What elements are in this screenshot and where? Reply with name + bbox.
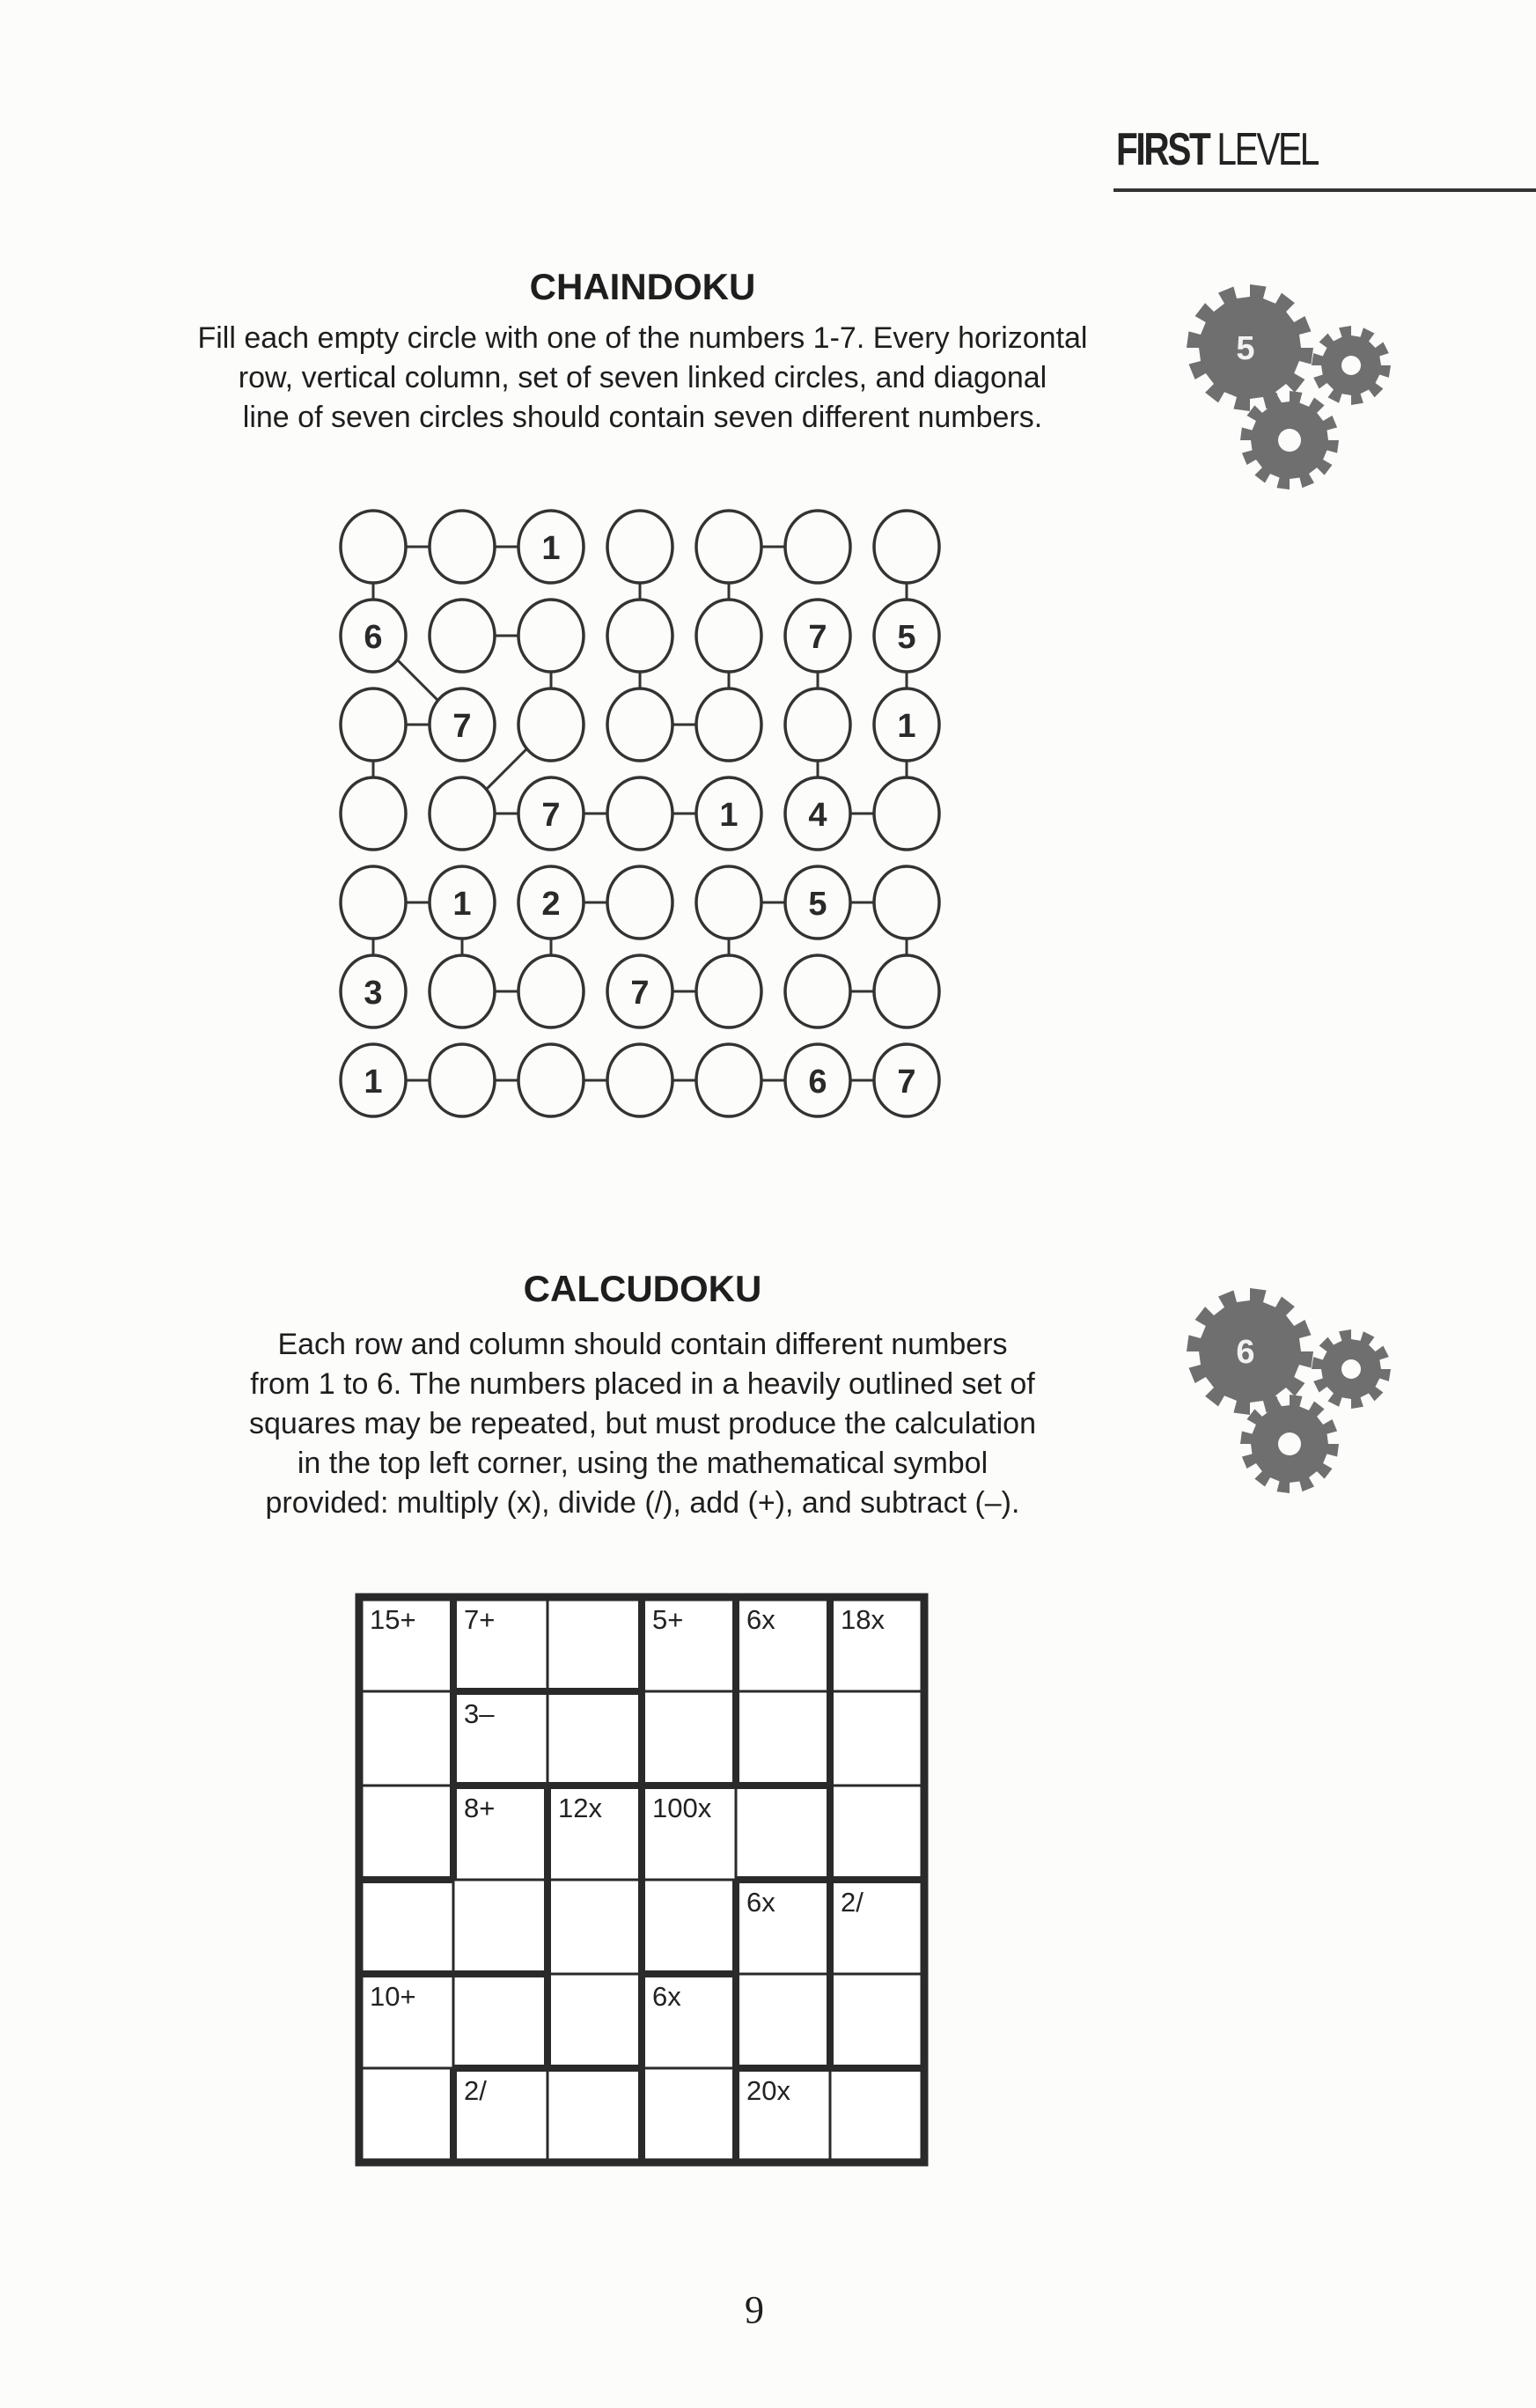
cage-clue: 6x — [652, 1981, 681, 2012]
calcudoku-title: CALCUDOKU — [523, 1268, 762, 1309]
chain-circle — [518, 600, 584, 672]
desc-line: row, vertical column, set of seven linked circles, and diagonal — [238, 361, 1047, 394]
chain-circle — [341, 777, 406, 850]
difficulty-gears-icon — [1175, 1268, 1404, 1506]
chain-circle — [696, 866, 761, 939]
chain-circle — [696, 955, 761, 1027]
page-number: 9 — [745, 2288, 764, 2331]
desc-line: Each row and column should contain different numbers — [277, 1328, 1008, 1361]
chain-circle — [341, 866, 406, 939]
gear-hole — [1278, 1432, 1301, 1455]
cage-clue: 7+ — [464, 1604, 496, 1635]
chaindoku-title: CHAINDOKU — [529, 266, 756, 307]
chain-number: 1 — [541, 530, 561, 567]
level-heading-bold: FIRST — [1116, 124, 1209, 175]
chain-circle — [518, 1044, 584, 1116]
chain-circle — [874, 777, 939, 850]
cage-clue: 6x — [746, 1887, 775, 1918]
chain-number: 1 — [897, 708, 916, 745]
chain-circle — [518, 955, 584, 1027]
chain-circle — [785, 955, 850, 1027]
chain-circle — [874, 866, 939, 939]
chain-number: 5 — [808, 886, 827, 923]
level-heading-light: LEVEL — [1216, 124, 1318, 175]
chain-circle — [607, 1044, 672, 1116]
chain-circle — [696, 600, 761, 672]
cage-clue: 100x — [652, 1793, 712, 1823]
chain-circle — [696, 511, 761, 583]
difficulty-number: 5 — [1236, 330, 1255, 367]
cage-clue: 10+ — [370, 1981, 416, 2012]
difficulty-number: 6 — [1236, 1334, 1255, 1371]
calcudoku-grid — [352, 1590, 933, 2171]
chain-circle — [607, 689, 672, 761]
chain-circle — [874, 511, 939, 583]
chain-circle — [430, 777, 495, 850]
header-rule — [1113, 188, 1536, 192]
chain-circle — [430, 955, 495, 1027]
desc-line: line of seven circles should contain seven different numbers. — [242, 401, 1043, 434]
chain-number: 7 — [897, 1064, 916, 1101]
chain-circle — [518, 689, 584, 761]
desc-line: squares may be repeated, but must produce the calculation — [249, 1407, 1036, 1440]
chaindoku-grid — [317, 497, 959, 1123]
cage-clue: 18x — [841, 1604, 885, 1635]
cage-clue: 8+ — [464, 1793, 496, 1823]
chain-circle — [874, 955, 939, 1027]
chain-circle — [607, 777, 672, 850]
desc-line: from 1 to 6. The numbers placed in a heavily outlined set of — [250, 1367, 1035, 1401]
chain-number: 6 — [364, 619, 383, 656]
chain-circle — [696, 689, 761, 761]
cage-clue: 3– — [464, 1698, 495, 1729]
cage-clue: 20x — [746, 2075, 790, 2106]
chain-circle — [607, 600, 672, 672]
chain-number: 6 — [808, 1064, 827, 1101]
chain-number: 5 — [897, 619, 916, 656]
desc-line: provided: multiply (x), divide (/), add (+), and subtract (–). — [265, 1486, 1020, 1520]
calcudoku-description — [0, 1325, 1285, 1523]
chain-number: 4 — [808, 797, 827, 834]
chain-number: 7 — [541, 797, 561, 834]
chain-number: 1 — [719, 797, 739, 834]
cage-clue: 6x — [746, 1604, 775, 1635]
chain-circle — [430, 600, 495, 672]
chain-number: 2 — [541, 886, 561, 923]
chaindoku-description — [0, 319, 1285, 438]
chain-number: 1 — [452, 886, 472, 923]
chain-circle — [785, 511, 850, 583]
chain-circle — [430, 1044, 495, 1116]
chain-circle — [341, 689, 406, 761]
cage-clue: 12x — [558, 1793, 602, 1823]
gear-hole — [1278, 429, 1301, 452]
cage-clue: 5+ — [652, 1604, 684, 1635]
chain-circle — [430, 511, 495, 583]
chain-number: 7 — [452, 708, 472, 745]
level-heading — [1116, 123, 1318, 176]
desc-line: in the top left corner, using the mathematical symbol — [297, 1447, 988, 1480]
cage-clue: 2/ — [464, 2075, 487, 2106]
chain-number: 7 — [630, 975, 650, 1012]
chain-circle — [607, 866, 672, 939]
cage-clue: 2/ — [841, 1887, 864, 1918]
desc-line: Fill each empty circle with one of the numbers 1-7. Every horizontal — [197, 321, 1088, 355]
chain-circle — [607, 511, 672, 583]
difficulty-gears-icon — [1175, 264, 1404, 502]
chain-circle — [341, 511, 406, 583]
chain-number: 7 — [808, 619, 827, 656]
cage-clue: 15+ — [370, 1604, 416, 1635]
chain-circle — [785, 689, 850, 761]
chain-circle — [696, 1044, 761, 1116]
chain-number: 1 — [364, 1064, 383, 1101]
gear-hole — [1341, 1359, 1361, 1379]
chain-number: 3 — [364, 975, 383, 1012]
gear-hole — [1341, 356, 1361, 375]
